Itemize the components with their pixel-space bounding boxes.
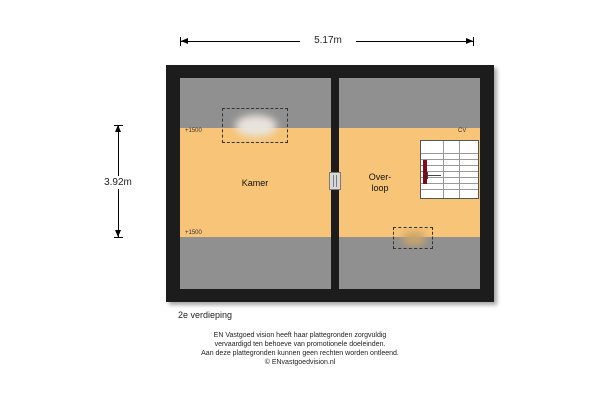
height-marker-top: +1500 [185,128,202,134]
width-dimension-label: 5.17m [300,34,356,47]
skylight-kamer-icon [222,108,288,143]
skylight-overloop-icon [393,227,433,249]
disclaimer [150,331,450,367]
floor-name: 2e verdieping [178,310,233,320]
height-dimension-label: 3.92m [96,176,140,189]
height-arrow-up-icon [115,125,121,132]
height-marker-bottom: +1500 [185,230,202,236]
disclaimer-line-1: EN Vastgoed vision heeft haar plattegronden zorgvuldig [213,332,387,339]
width-arrow-left-icon [181,38,188,44]
door-icon [329,172,341,190]
height-dimension-tick-bottom [114,237,123,238]
cv-label: CV [458,128,467,134]
height-arrow-down-icon [115,230,121,237]
kamer-sloped-ceiling-bottom [180,237,331,289]
disclaimer-line-4: © ENvastgoedvision.nl [264,359,336,366]
disclaimer-line-2: vervaardigd ten behoeve van promotionele doeleinden. [214,341,386,348]
width-dimension-tick-right [473,37,474,46]
overloop-sloped-ceiling-top [339,78,480,128]
room-label-overloop: Over- loop [368,172,392,193]
room-label-kamer: Kamer [241,178,269,188]
width-arrow-right-icon [466,38,473,44]
staircase-icon [420,140,479,199]
stair-handrail-icon [423,160,427,184]
disclaimer-line-3: Aan deze plattegronden kunnen geen rechten worden ontleend. [201,350,399,357]
